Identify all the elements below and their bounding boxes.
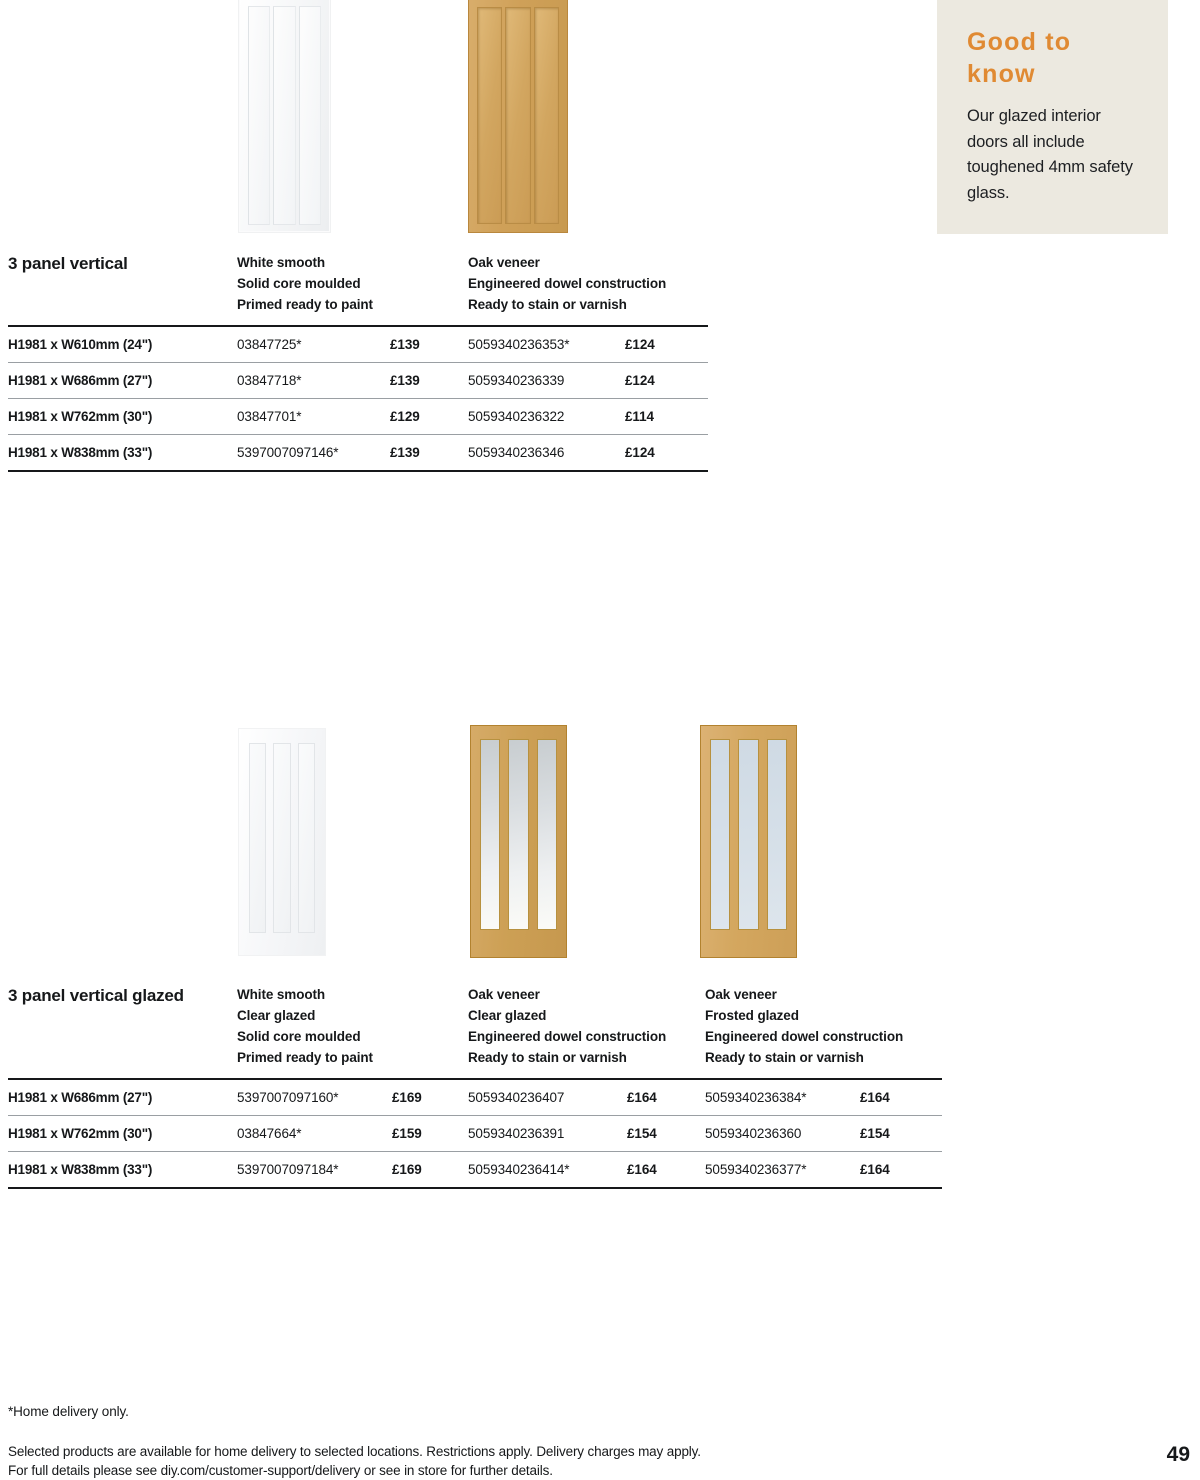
delivery-terms-line-2: For full details please see diy.com/customer-support/delivery or see in store for further details. <box>8 1463 553 1479</box>
column-header-line: Solid core moulded <box>237 1029 361 1045</box>
group-title: 3 panel vertical glazed <box>8 986 184 1005</box>
cell-product-code: 5059340236384* <box>705 1090 807 1106</box>
cell-size: H1981 x W762mm (30") <box>8 409 153 425</box>
door-glass-panel <box>298 743 315 933</box>
column-header-line: Primed ready to paint <box>237 1050 373 1066</box>
cell-size: H1981 x W686mm (27") <box>8 373 153 389</box>
column-header-line: Solid core moulded <box>237 276 361 292</box>
door-panel <box>273 6 295 225</box>
door-glass-panel <box>480 739 500 930</box>
cell-product-code: 03847718* <box>237 373 302 389</box>
cell-product-code: 5059340236407 <box>468 1090 565 1106</box>
column-header-line: White smooth <box>237 255 326 270</box>
cell-size: H1981 x W686mm (27") <box>8 1090 153 1106</box>
table-row <box>8 1116 942 1151</box>
delivery-terms-footnote <box>8 1442 701 1480</box>
cell-price: £114 <box>625 409 654 425</box>
callout-body: Our glazed interior doors all include toughened 4mm safety glass. <box>967 107 1133 202</box>
cell-product-code: 5059340236391 <box>468 1126 565 1142</box>
door-panel <box>299 6 321 225</box>
cell-size: H1981 x W838mm (33") <box>8 445 153 461</box>
callout-title: Good to know <box>967 28 1072 88</box>
table-header <box>8 252 708 315</box>
column-header-line: Frosted glazed <box>705 1008 799 1024</box>
product-table-three-panel-vertical-glazed <box>8 984 942 1189</box>
column-header-line: White smooth <box>237 987 326 1002</box>
table-rule <box>8 1187 942 1189</box>
delivery-terms-line-1: Selected products are available for home delivery to selected locations. Restrictions apply. Delivery charges may apply. <box>8 1444 701 1459</box>
white-3-panel-vertical-clear-glazed-door-image <box>238 728 326 956</box>
table-row <box>8 1152 942 1187</box>
cell-price: £169 <box>392 1162 422 1178</box>
table-row <box>8 399 708 434</box>
column-header-oak-veneer <box>468 252 704 315</box>
cell-price: £139 <box>390 337 420 353</box>
door-glass-panel <box>249 743 266 933</box>
cell-price: £164 <box>627 1162 657 1178</box>
table-rule <box>8 470 708 472</box>
cell-product-code: 03847725* <box>237 337 302 353</box>
column-header-line: Engineered dowel construction <box>468 276 667 292</box>
column-header-line: Ready to stain or varnish <box>468 1050 627 1066</box>
door-panel <box>505 7 530 224</box>
cell-product-code: 5059340236346 <box>468 445 565 461</box>
door-panel <box>534 7 559 224</box>
column-header-white-smooth-clear-glazed <box>237 984 468 1068</box>
column-header-line: Ready to stain or varnish <box>705 1050 864 1066</box>
column-header-oak-veneer-frosted-glazed <box>705 984 942 1068</box>
cell-price: £124 <box>625 373 655 389</box>
cell-price: £129 <box>390 409 420 425</box>
column-header-line: Oak veneer <box>468 987 540 1002</box>
door-glass-panel <box>273 743 290 933</box>
cell-size: H1981 x W610mm (24") <box>8 337 153 353</box>
cell-product-code: 5397007097184* <box>237 1162 339 1178</box>
cell-price: £124 <box>625 445 655 461</box>
cell-price: £164 <box>627 1090 657 1106</box>
column-header-white-smooth <box>237 252 468 315</box>
group-title: 3 panel vertical <box>8 254 128 273</box>
table-header <box>8 984 942 1068</box>
cell-product-code: 5059340236360 <box>705 1126 802 1142</box>
column-header-line: Clear glazed <box>237 1008 316 1024</box>
table-row <box>8 363 708 398</box>
table-row <box>8 435 708 470</box>
cell-product-code: 03847664* <box>237 1126 302 1142</box>
door-panel <box>248 6 270 225</box>
page-number: 49 <box>1166 1443 1190 1466</box>
door-glass-panel <box>767 739 787 930</box>
cell-price: £164 <box>860 1162 890 1178</box>
table-row <box>8 327 708 362</box>
column-header-line: Engineered dowel construction <box>705 1029 904 1045</box>
cell-product-code: 03847701* <box>237 409 302 425</box>
door-glass-panel <box>508 739 528 930</box>
cell-size: H1981 x W762mm (30") <box>8 1126 153 1142</box>
table-row <box>8 1080 942 1115</box>
column-header-oak-veneer-clear-glazed <box>468 984 705 1068</box>
cell-product-code: 5059340236414* <box>468 1162 570 1178</box>
door-panel <box>477 7 502 224</box>
cell-price: £159 <box>392 1126 422 1142</box>
home-delivery-footnote: *Home delivery only. <box>8 1404 129 1419</box>
good-to-know-callout <box>937 0 1168 234</box>
column-header-line: Engineered dowel construction <box>468 1029 667 1045</box>
door-glass-panel <box>537 739 557 930</box>
white-3-panel-vertical-door-image <box>238 0 331 233</box>
door-glass-panel <box>710 739 730 930</box>
cell-size: H1981 x W838mm (33") <box>8 1162 153 1178</box>
oak-3-panel-vertical-clear-glazed-door-image <box>470 725 567 958</box>
cell-price: £169 <box>392 1090 422 1106</box>
column-header-line: Clear glazed <box>468 1008 547 1024</box>
door-glass-panel <box>738 739 758 930</box>
oak-3-panel-vertical-frosted-glazed-door-image <box>700 725 797 958</box>
cell-product-code: 5397007097160* <box>237 1090 339 1106</box>
cell-product-code: 5397007097146* <box>237 445 339 461</box>
product-table-three-panel-vertical <box>8 252 708 472</box>
column-header-line: Oak veneer <box>705 987 777 1002</box>
cell-product-code: 5059340236377* <box>705 1162 807 1178</box>
cell-product-code: 5059340236339 <box>468 373 565 389</box>
cell-product-code: 5059340236353* <box>468 337 570 353</box>
oak-3-panel-vertical-door-image <box>468 0 568 233</box>
cell-price: £124 <box>625 337 655 353</box>
cell-price: £139 <box>390 445 420 461</box>
column-header-line: Ready to stain or varnish <box>468 297 627 313</box>
cell-price: £154 <box>627 1126 657 1142</box>
cell-price: £139 <box>390 373 420 389</box>
cell-price: £164 <box>860 1090 890 1106</box>
cell-product-code: 5059340236322 <box>468 409 565 425</box>
column-header-line: Oak veneer <box>468 255 540 270</box>
column-header-line: Primed ready to paint <box>237 297 373 313</box>
cell-price: £154 <box>860 1126 890 1142</box>
